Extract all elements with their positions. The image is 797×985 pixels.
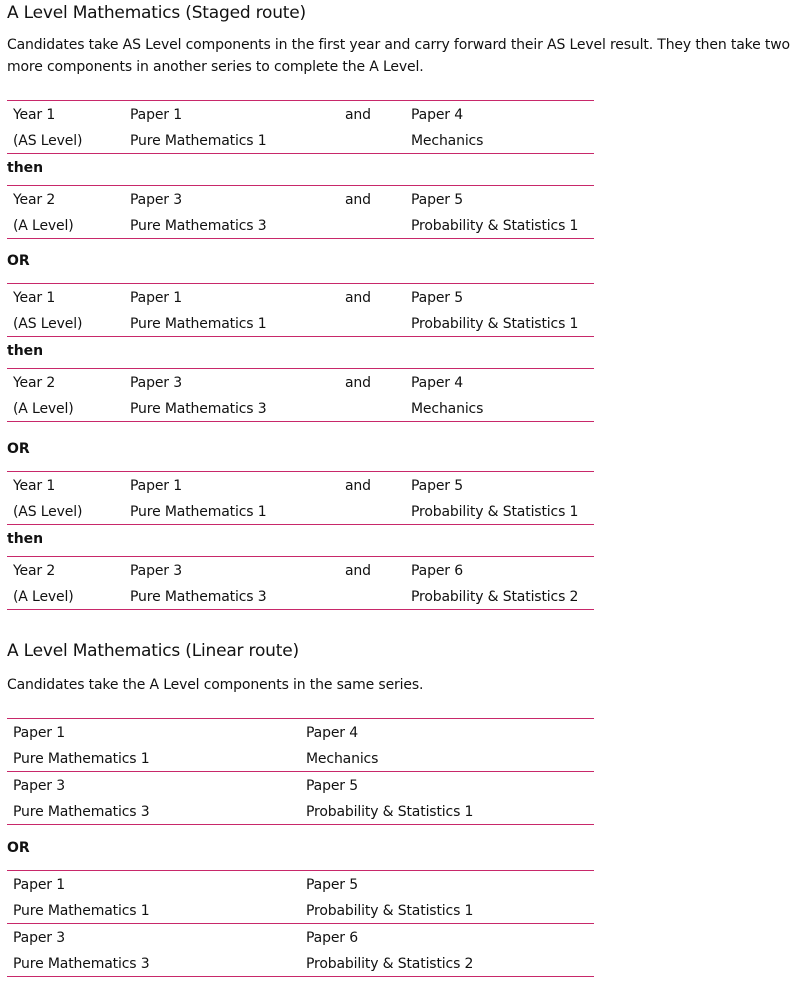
paper-name: Pure Mathematics 3 (130, 589, 267, 605)
paper-name: Pure Mathematics 1 (13, 903, 150, 919)
or-label: OR (7, 253, 30, 269)
year-label: Year 2 (13, 192, 56, 208)
paper-name: Probability & Statistics 2 (306, 956, 474, 972)
row-bottom-line (7, 336, 594, 337)
year-label: Year 1 (13, 478, 56, 494)
then-label: then (7, 343, 44, 359)
and-connector: and (345, 107, 371, 123)
paper-number: Paper 1 (130, 478, 182, 494)
paper-name: Pure Mathematics 1 (130, 504, 267, 520)
row-top-line (7, 870, 594, 871)
paper-number: Paper 1 (13, 877, 65, 893)
paper-name: Probability & Statistics 1 (306, 804, 474, 820)
paper-number: Paper 6 (411, 563, 463, 579)
paper-number: Paper 4 (306, 725, 358, 741)
row-bottom-line (7, 923, 594, 924)
row-top-line (7, 471, 594, 472)
level-label: (AS Level) (13, 504, 83, 520)
paper-number: Paper 3 (130, 375, 182, 391)
paper-name: Pure Mathematics 3 (130, 401, 267, 417)
linear-route-intro: Candidates take the A Level components in the same series. (7, 677, 424, 693)
level-label: (A Level) (13, 401, 74, 417)
or-label: OR (7, 441, 30, 457)
paper-name: Pure Mathematics 3 (13, 804, 150, 820)
row-top-line (7, 283, 594, 284)
paper-number: Paper 4 (411, 107, 463, 123)
and-connector: and (345, 192, 371, 208)
row-bottom-line (7, 824, 594, 825)
or-label: OR (7, 840, 30, 856)
row-bottom-line (7, 153, 594, 154)
paper-name: Probability & Statistics 1 (306, 903, 474, 919)
paper-name: Probability & Statistics 2 (411, 589, 579, 605)
paper-number: Paper 3 (130, 192, 182, 208)
row-top-line (7, 718, 594, 719)
paper-number: Paper 5 (411, 192, 463, 208)
paper-number: Paper 1 (13, 725, 65, 741)
paper-name: Probability & Statistics 1 (411, 316, 579, 332)
row-top-line (7, 100, 594, 101)
paper-name: Pure Mathematics 3 (130, 218, 267, 234)
and-connector: and (345, 290, 371, 306)
row-bottom-line (7, 238, 594, 239)
paper-number: Paper 5 (411, 478, 463, 494)
and-connector: and (345, 375, 371, 391)
paper-number: Paper 6 (306, 930, 358, 946)
level-label: (A Level) (13, 589, 74, 605)
paper-name: Pure Mathematics 1 (130, 316, 267, 332)
paper-name: Mechanics (411, 133, 484, 149)
paper-name: Pure Mathematics 1 (13, 751, 150, 767)
year-label: Year 2 (13, 563, 56, 579)
row-bottom-line (7, 609, 594, 610)
row-bottom-line (7, 421, 594, 422)
row-bottom-line (7, 976, 594, 977)
paper-number: Paper 1 (130, 107, 182, 123)
year-label: Year 2 (13, 375, 56, 391)
paper-number: Paper 3 (13, 778, 65, 794)
row-top-line (7, 556, 594, 557)
paper-number: Paper 3 (130, 563, 182, 579)
paper-number: Paper 4 (411, 375, 463, 391)
year-label: Year 1 (13, 107, 56, 123)
row-top-line (7, 368, 594, 369)
paper-number: Paper 1 (130, 290, 182, 306)
paper-number: Paper 5 (306, 778, 358, 794)
paper-name: Pure Mathematics 1 (130, 133, 267, 149)
linear-route-heading: A Level Mathematics (Linear route) (7, 641, 299, 661)
staged-route-heading: A Level Mathematics (Staged route) (7, 3, 306, 23)
level-label: (A Level) (13, 218, 74, 234)
then-label: then (7, 160, 44, 176)
paper-name: Mechanics (306, 751, 379, 767)
level-label: (AS Level) (13, 316, 83, 332)
level-label: (AS Level) (13, 133, 83, 149)
and-connector: and (345, 563, 371, 579)
then-label: then (7, 531, 44, 547)
paper-number: Paper 5 (306, 877, 358, 893)
paper-number: Paper 5 (411, 290, 463, 306)
paper-name: Probability & Statistics 1 (411, 504, 579, 520)
staged-route-intro: Candidates take AS Level components in the first year and carry forward their AS Level result. They then take two more components in another series to complete the A Level. (7, 37, 790, 75)
row-top-line (7, 185, 594, 186)
and-connector: and (345, 478, 371, 494)
paper-name: Probability & Statistics 1 (411, 218, 579, 234)
paper-number: Paper 3 (13, 930, 65, 946)
year-label: Year 1 (13, 290, 56, 306)
paper-name: Pure Mathematics 3 (13, 956, 150, 972)
paper-name: Mechanics (411, 401, 484, 417)
row-bottom-line (7, 771, 594, 772)
row-bottom-line (7, 524, 594, 525)
